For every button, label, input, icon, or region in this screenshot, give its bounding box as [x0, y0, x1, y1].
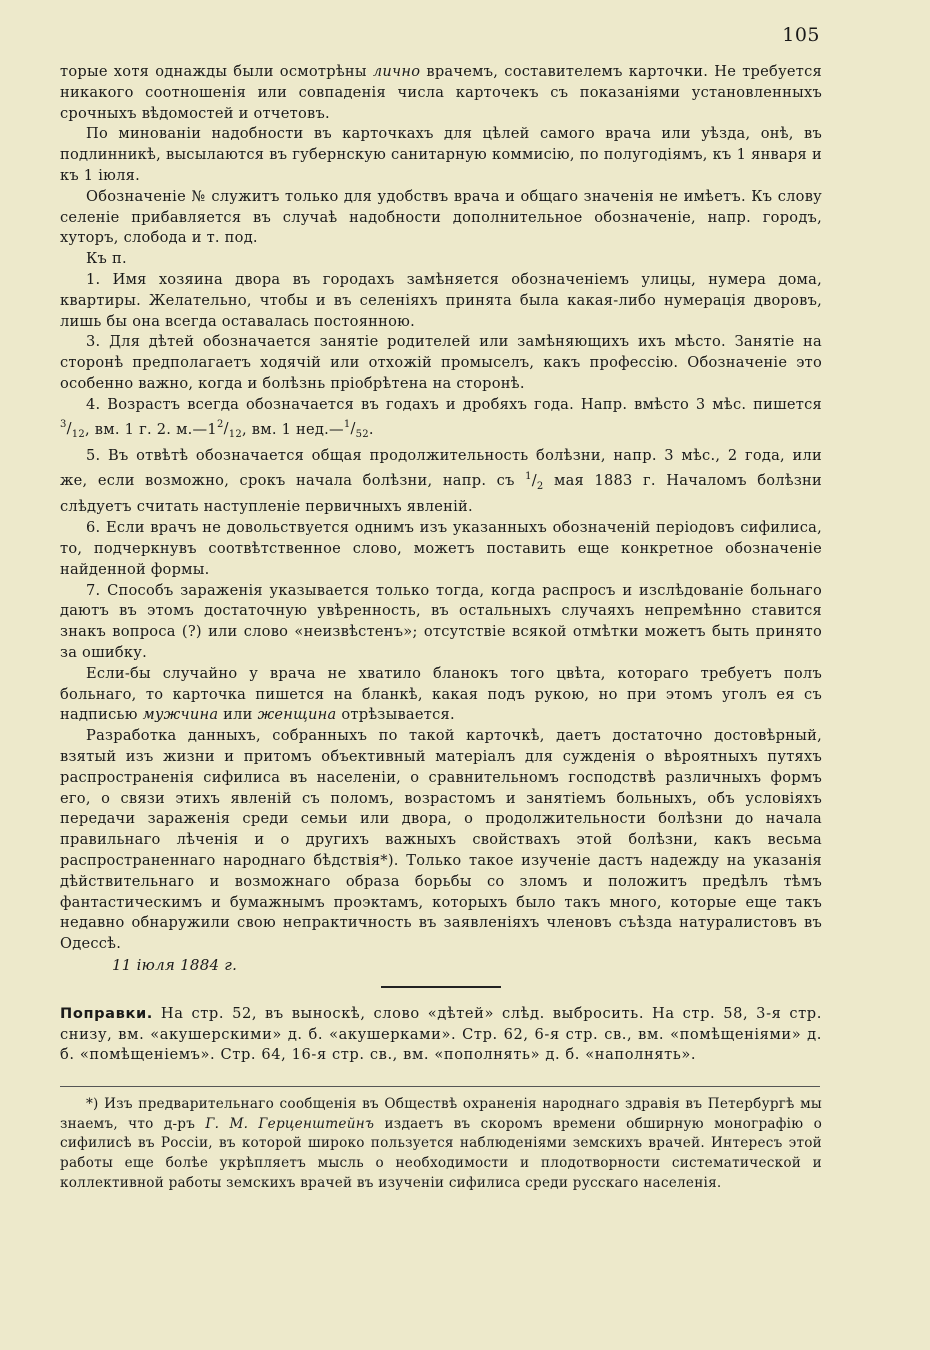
text-run: 3. Для дѣтей обозначается занятіе родителей или замѣняющихъ ихъ мѣсто. Занятіе на сторонѣ предполагаетъ ходячій или отхожій промыселъ, какъ профессію. Обозначеніе это особенно важно, когда и болѣзнь пріобрѣтена на сторонѣ.: [60, 333, 822, 392]
emphasis-text: мужчина: [142, 706, 219, 724]
paragraph: [60, 62, 822, 124]
text-run: 1. Имя хозяина двора въ городахъ замѣняется обозначеніемъ улицы, нумера дома, квартиры. Желательно, чтобы и въ селеніяхъ принята была какая-либо нумерація дворовъ, лишь бы она всегда оставалась постоянною.: [60, 270, 822, 330]
emphasis-text: Г. М. Герценштейнъ: [205, 1115, 375, 1132]
text-run: Къ п.: [86, 250, 127, 268]
main-text: [60, 62, 822, 1193]
text-run: издаетъ въ скоромъ времени обширную монографію о сифилисѣ въ Россіи, въ которой широко пользуется наблюденіями земскихъ врачей. Интересъ этой работы еще болѣе укрѣпляетъ мысль о необходимости и плодотворности систематической и коллективной работы земскихъ врачей въ изученіи сифилиса среди русскаго населенія.: [60, 1115, 823, 1191]
text-run: 4. Возрастъ всегда обозначается въ годахъ и дробяхъ года. Напр. вмѣсто 3 мѣс. пишется: [86, 395, 822, 413]
text-run: отрѣзывается.: [336, 706, 455, 724]
text-run: торые хотя однажды были осмотрѣны: [60, 63, 373, 80]
corrections-paragraph: [60, 1004, 822, 1066]
text-run: , вм. 1 нед.—: [241, 420, 344, 438]
text-run: мая 1883 г. Началомъ болѣзни слѣдуетъ считать наступленіе первичныхъ явленій.: [60, 471, 823, 516]
page-number: 105: [782, 24, 820, 46]
text-run: врачемъ, составителемъ карточки. Не требуется никакого соотношенія или совпаденія числа карточекъ съ показаніями установленныхъ срочныхъ вѣдомостей и отчетовъ.: [60, 63, 822, 122]
corrections-label: Поправки.: [60, 1004, 153, 1022]
text-run: 5. Въ отвѣтѣ обозначается общая продолжительность болѣзни, напр. 3 мѣс., 2 года, или же, если возможно, срокъ начала болѣзни, напр. съ: [60, 447, 822, 489]
footnote: [60, 1095, 822, 1193]
footnote-text: [60, 1095, 822, 1193]
paragraph: [60, 395, 822, 446]
paragraph-list: [60, 62, 822, 955]
paragraph: [60, 249, 822, 270]
paragraph: [60, 332, 822, 394]
paragraph: [60, 187, 822, 249]
text-run: .: [368, 420, 374, 438]
text-run: По минованіи надобности въ карточкахъ для цѣлей самого врача или уѣзда, онѣ, въ подлинникѣ, высылаются въ губернскую санитарную коммисію, по полугодіямъ, къ 1 января и къ 1 іюля.: [60, 125, 822, 184]
paragraph: [60, 581, 822, 664]
emphasis-text: лично: [372, 63, 421, 80]
text-run: 6. Если врачъ не довольствуется однимъ изъ указанныхъ обозначеній періодовъ сифилиса, то, подчеркнувъ соотвѣтственное слово, можетъ поставить еще конкретное обозначеніе найденной формы.: [60, 519, 822, 578]
fraction: $^3/_{12}$: [60, 419, 86, 441]
paragraph: [60, 518, 822, 580]
paragraph: [60, 270, 822, 332]
text-run: Разработка данныхъ, собранныхъ по такой карточкѣ, даетъ достаточно достовѣрный, взятый изъ жизни и притомъ объективный матеріалъ для сужденія о вѣроятныхъ путяхъ распространенія сифилиса въ населеніи, о сравнительномъ господствѣ различныхъ формъ его, о связи этихъ явленій съ поломъ, возрастомъ и занятіемъ больныхъ, объ условіяхъ передачи зараженія среди семьи или двора, о продолжительности болѣзни до начала правильнаго лѣченія и о другихъ важныхъ свойствахъ этой болѣзни, какъ весьма распространеннаго народнаго бѣдствія*). Только такое изученіе дастъ надежду на указанія дѣйствительнаго и возможнаго образа борьбы со зломъ и положитъ предѣлъ тѣмъ фантастическимъ и бумажнымъ проэктамъ, которыхъ было такъ много, которые еще такъ недавно обнаружили свою непрактичность въ заявленіяхъ членовъ съѣзда натуралистовъ въ Одессѣ.: [60, 727, 822, 953]
paragraph: [60, 446, 822, 518]
emphasis-text: женщина: [257, 706, 337, 724]
fraction: $^1/_{52}$: [343, 419, 369, 441]
text-run: или: [218, 706, 258, 724]
text-run: Если-бы случайно у врача не хватило бланокъ того цвѣта, котораго требуетъ полъ больнаго, то карточка пишется на бланкѣ, какая подъ рукою, но при этомъ уголъ ея съ надписью: [60, 664, 822, 724]
text-run: 7. Способъ зараженія указывается только тогда, когда распросъ и изслѣдованіе больнаго даютъ въ этомъ достаточную увѣренность, въ остальныхъ случаяхъ непремѣнно ставится знакъ вопроса (?) или слово «неизвѣстенъ»; отсутствіе всякой отмѣтки можетъ быть принято за ошибку.: [60, 581, 822, 662]
date-line: 11 іюля 1884 г.: [112, 956, 238, 974]
corrections-text: На стр. 52, въ выноскѣ, слово «дѣтей» слѣд. выбросить. На стр. 58, 3-я стр. снизу, вм. «акушерскими» д. б. «акушерками». Стр. 62, 6-я стр. св., вм. «помѣщеніями» д. б. «помѣщеніемъ». Стр. 64, 16-я стр. св., вм. «пополнять» д. б. «наполнять».: [60, 1004, 822, 1064]
paragraph: [60, 124, 822, 186]
text-run: *) Изъ предварительнаго сообщенія въ Обществѣ охраненія народнаго здравія въ Петербургѣ мы знаемъ, что д-ръ: [60, 1096, 822, 1132]
fraction: $^2/_{12}$: [216, 419, 242, 441]
section-divider: [381, 986, 501, 988]
fraction: $^1/_2$: [525, 470, 544, 492]
footnote-divider: [60, 1086, 820, 1087]
text-run: , вм. 1 г. 2. м.—1: [85, 420, 217, 438]
text-run: Обозначеніе № служитъ только для удобствъ врача и общаго значенія не имѣетъ. Къ слову селеніе прибавляется въ случаѣ надобности дополнительное обозначеніе, напр. городъ, хуторъ, слобода и т. под.: [60, 187, 822, 247]
paragraph: [60, 726, 822, 955]
paragraph: [60, 664, 822, 726]
